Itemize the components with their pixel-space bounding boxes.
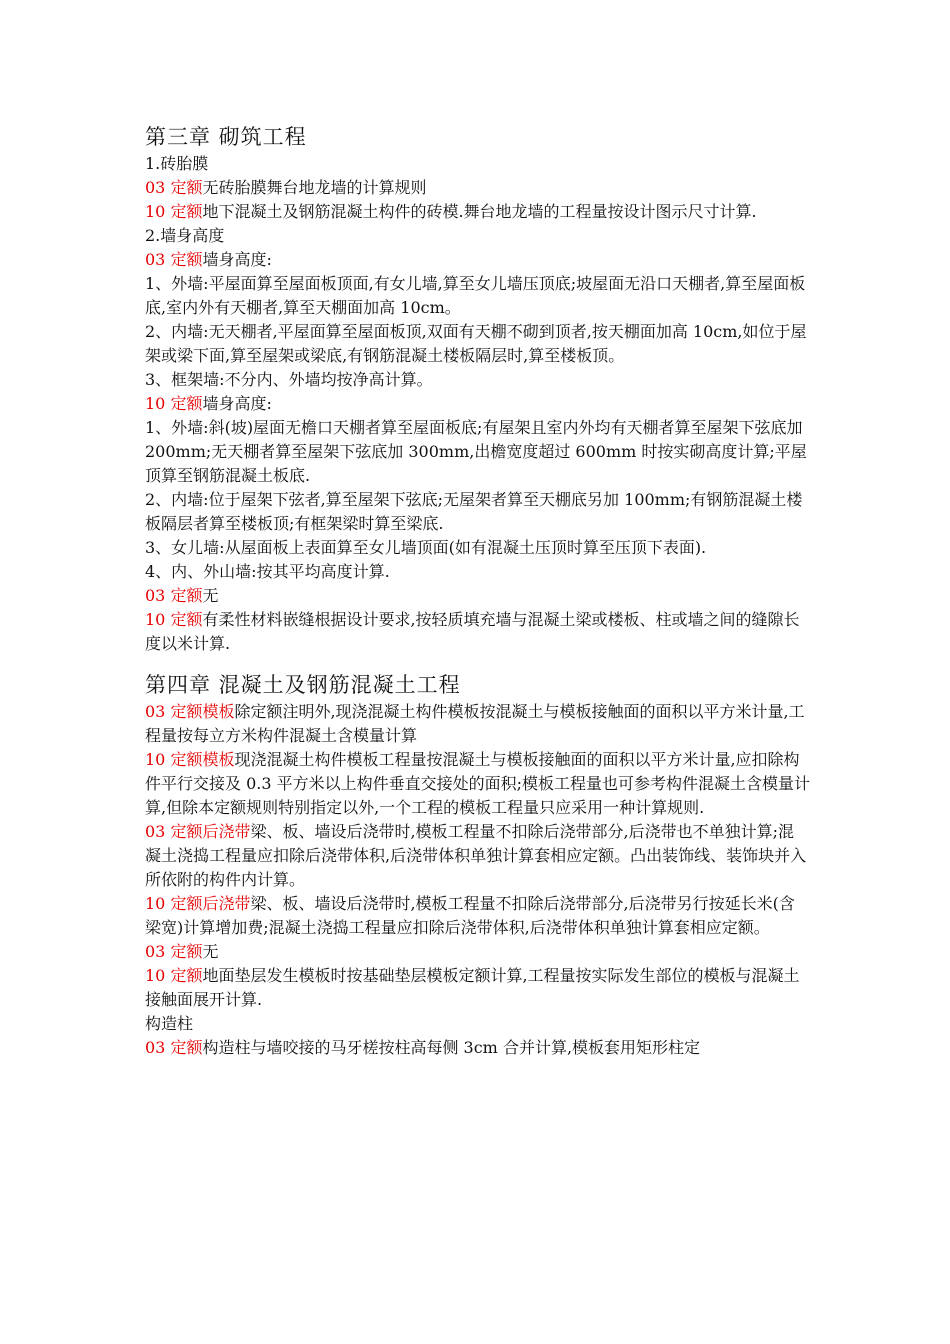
rule-text: 除定额注明外,现浇混凝土构件模板按混凝土与模板接触面的面积以平方米计量,工程量按每立方米构件混凝土含模量计算 [145,702,805,745]
quota-tag: 03 定额 [145,942,203,961]
rule-paragraph [145,200,810,224]
rule-paragraph [145,248,810,272]
rule-paragraph [145,608,810,656]
quota-tag: 10 定额后浇带 [145,894,251,913]
quota-tag: 03 定额 [145,178,203,197]
rule-paragraph [145,392,810,416]
rule-text: 地面垫层发生模板时按基础垫层模板定额计算,工程量按实际发生部位的模板与混凝土接触面展开计算. [145,966,800,1009]
rule-paragraph [145,964,810,1012]
rule-text: 无 [202,942,219,961]
section-heading-constructional-column: 构造柱 [145,1014,194,1033]
rule-paragraph: 2、内墙:无天棚者,平屋面算至屋面板顶,双面有天棚不砌到顶者,按天棚面加高 10cm,如位于屋架或梁下面,算至屋架或梁底,有钢筋混凝土楼板隔层时,算至楼板顶。 [145,322,807,365]
rule-paragraph: 1、外墙:斜(坡)屋面无檐口天棚者算至屋面板底;有屋架且室内外均有天棚者算至屋架下弦底加 200mm;无天棚者算至屋架下弦底加 300mm,出檐宽度超过 600mm 时按实砌高度计算;平屋顶算至钢筋混凝土板底. [145,418,807,485]
rule-paragraph [145,940,810,964]
rule-paragraph [145,1036,810,1060]
section-heading-wall-height: 2.墙身高度 [145,226,225,245]
quota-tag: 10 定额 [145,610,203,629]
document-page [145,122,810,1060]
quota-tag: 03 定额后浇带 [145,822,251,841]
rule-paragraph [145,176,810,200]
rule-text: 地下混凝土及钢筋混凝土构件的砖模.舞台地龙墙的工程量按设计图示尺寸计算. [202,202,757,221]
rule-text: 现浇混凝土构件模板工程量按混凝土与模板接触面的面积以平方米计量,应扣除构件平行交接及 0.3 平方米以上构件垂直交接处的面积;模板工程量也可参考构件混凝土含模量计算,但除本定额规则特别指定以外,一个工程的模板工程量只应采用一种计算规则. [145,750,811,817]
quota-tag: 10 定额 [145,394,203,413]
rule-paragraph [145,584,810,608]
rule-text: 梁、板、墙设后浇带时,模板工程量不扣除后浇带部分,后浇带另行按延长米(含梁宽)计算增加费;混凝土浇捣工程量应扣除后浇带体积,后浇带体积单独计算套相应定额。 [145,894,795,937]
rule-paragraph: 3、女儿墙:从屋面板上表面算至女儿墙顶面(如有混凝土压顶时算至压顶下表面). [145,538,707,557]
rule-paragraph [145,748,810,820]
rule-paragraph [145,892,810,940]
quota-tag: 03 定额模板 [145,702,235,721]
rule-text: 无砖胎膜舞台地龙墙的计算规则 [202,178,427,197]
quota-tag: 10 定额 [145,202,203,221]
rule-paragraph [145,700,810,748]
rule-paragraph: 3、框架墙:不分内、外墙均按净高计算。 [145,370,433,389]
rule-paragraph: 2、内墙:位于屋架下弦者,算至屋架下弦底;无屋架者算至天棚底另加 100mm;有钢筋混凝土楼板隔层者算至楼板顶;有框架梁时算至梁底. [145,490,803,533]
rule-text: 无 [202,586,219,605]
quota-tag: 10 定额 [145,966,203,985]
rule-text: 墙身高度: [202,250,272,269]
quota-tag: 03 定额 [145,1038,203,1057]
rule-text: 梁、板、墙设后浇带时,模板工程量不扣除后浇带部分,后浇带也不单独计算;混凝土浇捣工程量应扣除后浇带体积,后浇带体积单独计算套相应定额。凸出装饰线、装饰块并入所依附的构件内计算。 [145,822,807,889]
quota-tag: 10 定额模板 [145,750,235,769]
rule-paragraph: 1、外墙:平屋面算至屋面板顶面,有女儿墙,算至女儿墙压顶底;坡屋面无沿口天棚者,算至屋面板底,室内外有天棚者,算至天棚面加高 10cm。 [145,274,806,317]
section-heading-brick-mold: 1.砖胎膜 [145,154,209,173]
quota-tag: 03 定额 [145,250,203,269]
rule-text: 构造柱与墙咬接的马牙槎按柱高每侧 3cm 合并计算,模板套用矩形柱定 [202,1038,701,1057]
rule-text: 墙身高度: [202,394,272,413]
rule-text: 有柔性材料嵌缝根据设计要求,按轻质填充墙与混凝土梁或楼板、柱或墙之间的缝隙长度以米计算. [145,610,800,653]
rule-paragraph [145,820,810,892]
rule-paragraph: 4、内、外山墙:按其平均高度计算. [145,562,390,581]
chapter-3-title: 第三章 砌筑工程 [145,125,307,149]
quota-tag: 03 定额 [145,586,203,605]
chapter-4-title: 第四章 混凝土及钢筋混凝土工程 [145,673,461,697]
